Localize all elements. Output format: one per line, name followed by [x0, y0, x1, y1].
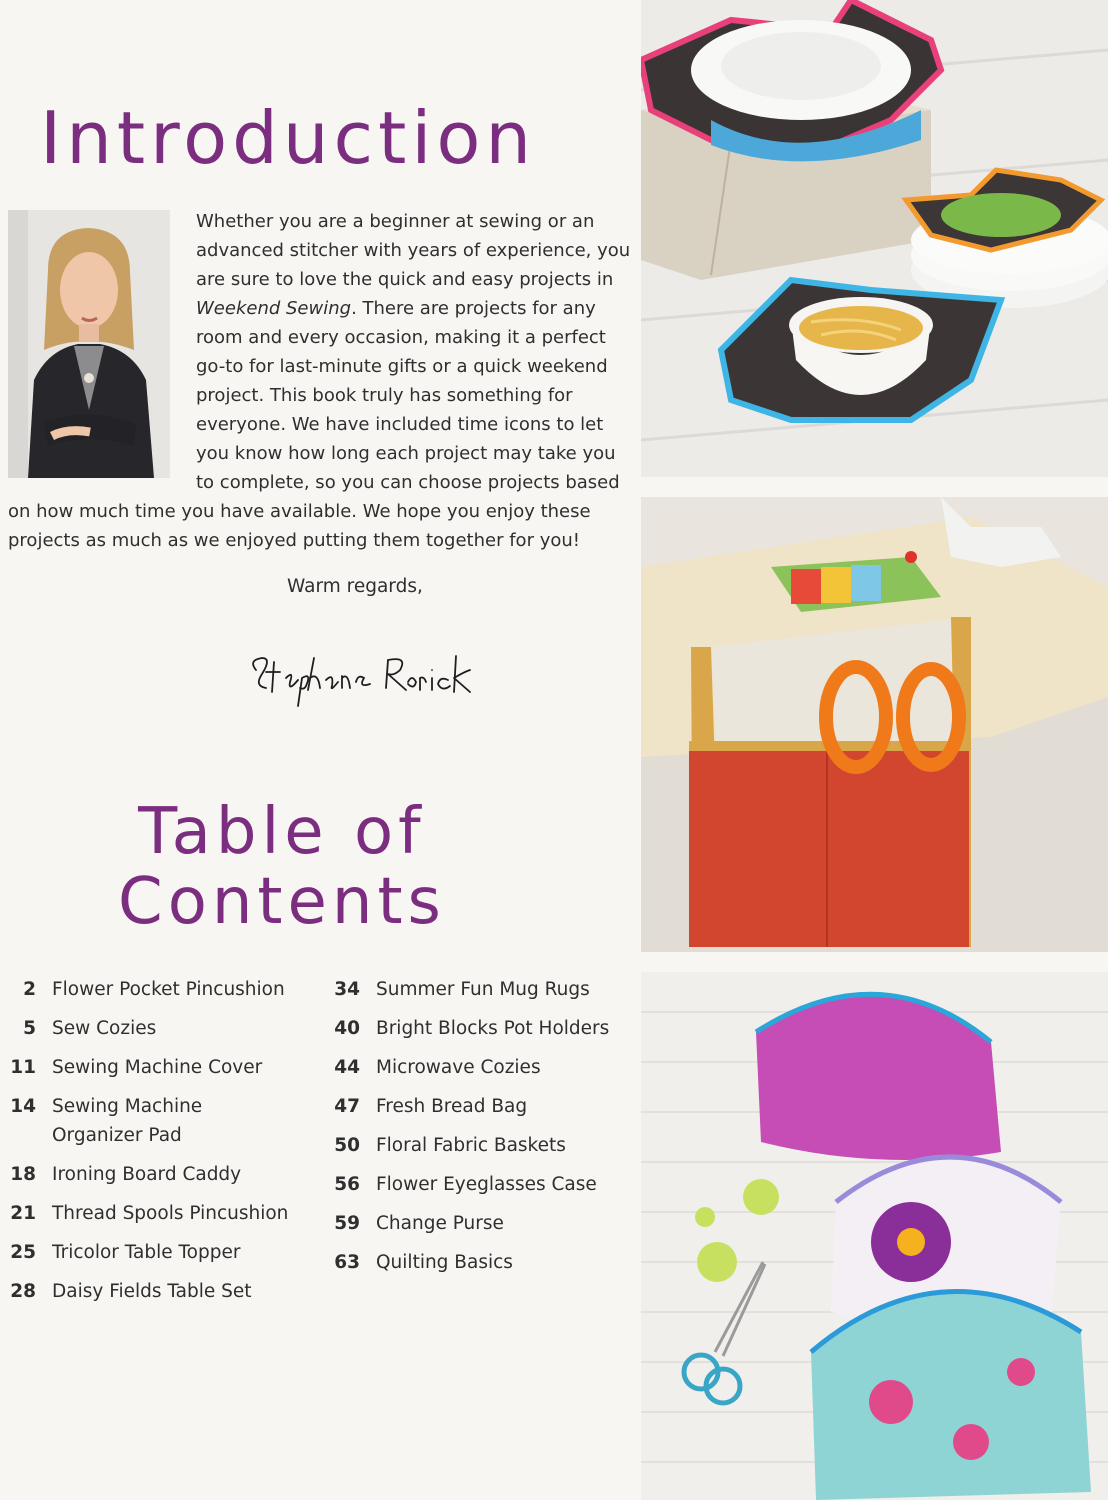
toc-title: Sew Cozies [52, 1018, 157, 1039]
toc-heading [118, 797, 446, 937]
toc-page-number: 40 [334, 1018, 360, 1039]
toc-item [6, 1238, 306, 1267]
toc-item [330, 975, 630, 1004]
toc-item [6, 1092, 306, 1150]
toc-title: Daisy Fields Table Set [52, 1281, 252, 1302]
toc-heading-line2: Contents [118, 865, 446, 939]
toc-page-number: 50 [334, 1135, 360, 1156]
bowl-cozies-photo [641, 0, 1108, 477]
toc-page-number: 34 [334, 979, 360, 1000]
toc-item [330, 1170, 630, 1199]
toc-item [6, 1053, 306, 1082]
toc-page-number: 47 [334, 1096, 360, 1117]
toc-page-number: 21 [10, 1203, 36, 1224]
toc-item [330, 1092, 630, 1121]
book-title: Weekend Sewing [196, 298, 352, 319]
toc-page-number: 63 [334, 1252, 360, 1273]
toc-item [6, 1014, 306, 1043]
ironing-board-caddy-photo [641, 497, 1108, 952]
toc-title: Thread Spools Pincushion [52, 1203, 289, 1224]
toc-page-number: 5 [23, 1018, 36, 1039]
toc-title: Sewing Machine Cover [52, 1057, 263, 1078]
signature [248, 648, 498, 715]
toc-title: Change Purse [376, 1213, 504, 1234]
toc-title: Quilting Basics [376, 1252, 513, 1273]
toc-item [330, 1131, 630, 1160]
introduction-text-part2: . There are projects for any room and every occasion, making it a perfect go-to for last-minute gifts or a quick weekend project. This book truly has something for everyone. We have included time icons to let you know how long each project may take you to complete, so you can choose projects based [196, 298, 620, 493]
toc-page-number: 25 [10, 1242, 36, 1263]
toc-item [330, 1014, 630, 1043]
toc-title: Bright Blocks Pot Holders [376, 1018, 610, 1039]
toc-title: Ironing Board Caddy [52, 1164, 242, 1185]
toc-heading-line1: Table of [138, 795, 426, 869]
toc-page-number: 44 [334, 1057, 360, 1078]
toc-title: Summer Fun Mug Rugs [376, 979, 590, 1000]
toc-item [6, 1199, 306, 1228]
introduction-text-part1: Whether you are a beginner at sewing or an advanced stitcher with years of experience, you are sure to love the quick and easy projects in [196, 211, 631, 290]
toc-page-number: 2 [23, 979, 36, 1000]
toc-page-number: 59 [334, 1213, 360, 1234]
closing-line: Warm regards, [287, 576, 423, 597]
toc-title: Flower Pocket Pincushion [52, 979, 285, 1000]
toc-title: Sewing Machine Organizer Pad [52, 1096, 203, 1146]
toc-right-column [330, 975, 630, 1287]
author-photo [8, 210, 170, 478]
toc-title: Flower Eyeglasses Case [376, 1174, 597, 1195]
toc-item [330, 1209, 630, 1238]
toc-page-number: 56 [334, 1174, 360, 1195]
toc-item [6, 1277, 306, 1306]
toc-title: Microwave Cozies [376, 1057, 541, 1078]
toc-title: Floral Fabric Baskets [376, 1135, 566, 1156]
toc-item [330, 1248, 630, 1277]
introduction-heading: Introduction [40, 96, 537, 180]
toc-page-number: 14 [10, 1096, 36, 1117]
toc-page-number: 11 [10, 1057, 36, 1078]
toc-page-number: 18 [10, 1164, 36, 1185]
change-purses-photo [641, 972, 1108, 1500]
toc-item [6, 975, 306, 1004]
toc-title: Tricolor Table Topper [52, 1242, 241, 1263]
introduction-paragraph-continued: on how much time you have available. We hope you enjoy these projects as much as we enjoyed putting them together for you! [8, 501, 591, 551]
toc-left-column [6, 975, 306, 1316]
toc-item [330, 1053, 630, 1082]
introduction-paragraph [196, 207, 636, 497]
toc-item [6, 1160, 306, 1189]
toc-title: Fresh Bread Bag [376, 1096, 528, 1117]
toc-page-number: 28 [10, 1281, 36, 1302]
